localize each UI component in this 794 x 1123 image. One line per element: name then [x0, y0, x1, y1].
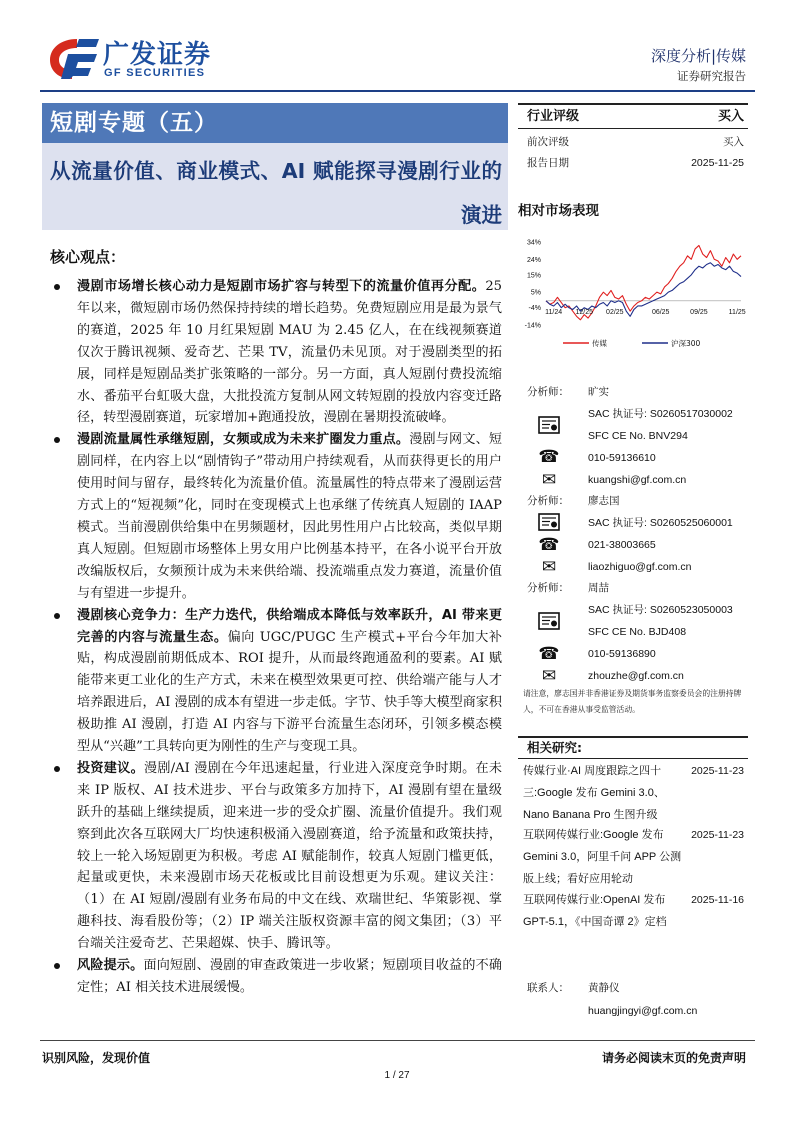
analyst-name: 周喆: [588, 581, 609, 594]
report-kind: 证券研究报告: [677, 69, 746, 83]
analyst-email[interactable]: liaozhiguo@gf.com.cn: [588, 560, 692, 573]
bullet-lead: 漫剧流量属性承继短剧，女频或成为未来扩圈发力重点。: [77, 432, 410, 448]
envelope-icon: ✉: [541, 557, 557, 577]
envelope-icon: ✉: [541, 470, 557, 490]
prev-rating-label: 前次评级: [527, 135, 569, 148]
license-note: 请注意，廖志国并非香港证券及期货事务监察委员会的注册持牌人，不可在香港从事受监管活动。: [523, 689, 742, 714]
analyst-email[interactable]: kuangshi@gf.com.cn: [588, 473, 687, 486]
header-divider: [40, 90, 755, 92]
related-item-date: 2025-11-16: [691, 894, 744, 906]
contact-name: 黄静仪: [588, 981, 620, 994]
related-item-title[interactable]: 传媒行业·AI 周度跟踪之四十三:Google 发布 Gemini 3.0、Nano Banana Pro 生图升级: [523, 765, 665, 821]
footer-disclaimer[interactable]: 请务必阅读末页的免责声明: [601, 1051, 746, 1065]
bullet-item: [77, 276, 502, 429]
rating-rule: [518, 128, 748, 129]
page-title: 从流量价值、商业模式、AI 赋能探寻漫剧行业的演进: [50, 159, 502, 227]
analyst-sac: SAC 执证号: S0260525060001: [588, 516, 733, 529]
rating-top-rule: [518, 103, 748, 105]
analyst-sac: SAC 执证号: S0260517030002: [588, 407, 733, 420]
analyst-name: 旷实: [588, 385, 609, 398]
series-title: 短剧专题（五）: [50, 110, 218, 136]
x-tick-label: 12/25: [575, 309, 594, 316]
relative-performance-chart: [516, 232, 750, 354]
title-box: [42, 103, 508, 230]
y-tick-label: 34%: [526, 239, 541, 247]
phone-icon: ☎: [538, 447, 560, 467]
bullet-dot: [54, 284, 60, 290]
bullet-item: [77, 955, 502, 999]
x-tick-label: 11/24: [545, 309, 563, 316]
bullet-dot: [54, 766, 60, 772]
envelope-icon: ✉: [541, 666, 557, 686]
analyst-sac: SAC 执证号: S0260523050003: [588, 603, 733, 616]
report-date: 2025-11-25: [691, 156, 744, 169]
related-heading: 相关研究:: [527, 740, 582, 755]
y-tick-label: 24%: [526, 256, 541, 264]
certificate-icon: [537, 513, 561, 531]
rating-label: 行业评级: [527, 109, 580, 124]
brand-name-en: GF SECURITIES: [104, 67, 206, 79]
analyst-label: 分析师：: [527, 581, 569, 594]
rating-value: 买入: [717, 109, 744, 124]
analyst-label: 分析师：: [527, 494, 569, 507]
report-date-label: 报告日期: [527, 156, 569, 169]
bullet-lead: 漫剧市场增长核心动力是短剧市场扩容与转型下的流量价值再分配。: [77, 279, 486, 294]
certificate-icon: [537, 612, 561, 630]
related-item-date: 2025-11-23: [691, 765, 744, 777]
prev-rating-value: 买入: [723, 135, 744, 148]
brand-name: 广发证券: [103, 40, 212, 70]
phone-icon: ☎: [538, 535, 560, 555]
bullet-text: 偏向 UGC/PUGC 生产模式+平台今年加大补贴，构成漫剧前期低成本、ROI 提升，从而最终跑通盈利的要素。AI 赋能带来更工业化的生产方式，未来在模型效果更可控、供给端产能与人才培养跟进后，AI 漫剧的成本有望进一步走低。字节、快手等大模型商家积极助推 AI 漫剧，打造 AI 内容与下游平台流量生态闭环，引领多模态模型从“兴趣”工具转向更为刚性的生产与变现工具。: [77, 629, 502, 755]
contact-email[interactable]: huangjingyi@gf.com.cn: [588, 1004, 698, 1017]
bullet-dot: [54, 437, 60, 443]
x-tick-label: 09/25: [690, 309, 708, 316]
bullet-text: 面向短剧、漫剧的审查政策进一步收紧；短剧项目收益的不确定性；AI 相关技术进展缓慢。: [77, 958, 502, 995]
related-item-title[interactable]: 互联网传媒行业:Google 发布 Gemini 3.0，阿里千问 APP 公测版上线；看好应用轮动: [523, 829, 682, 885]
phone-icon: ☎: [538, 644, 560, 664]
report-type: 深度分析|传媒: [650, 47, 746, 65]
certificate-icon: [537, 416, 561, 434]
bullet-item: [77, 429, 502, 604]
related-item-title[interactable]: 互联网传媒行业:OpenAI 发布 GPT-5.1，《中国奇谭 2》定档: [523, 894, 667, 928]
legend-label: 沪深300: [671, 339, 701, 348]
footer-divider: [40, 1040, 755, 1041]
footer-slogan: 识别风险，发现价值: [42, 1051, 151, 1065]
gf-logo-icon: [47, 37, 99, 81]
core-heading: 核心观点：: [50, 248, 126, 266]
analyst-phone: 010-59136610: [588, 451, 656, 464]
analyst-email[interactable]: zhouzhe@gf.com.cn: [588, 669, 684, 682]
analyst-phone: 010-59136890: [588, 647, 656, 660]
y-tick-label: -4%: [528, 305, 541, 313]
analyst-sfc: SFC CE No. BJD408: [588, 625, 687, 638]
bullet-item: [77, 758, 502, 955]
y-tick-label: 15%: [526, 272, 541, 280]
related-rule: [518, 758, 748, 759]
analyst-sfc: SFC CE No. BNV294: [588, 429, 688, 442]
bullet-lead: 漫剧核心竞争力：生产力迭代，供给端成本降低与效率跃升，AI 带来更完善的内容与流量生态。: [77, 607, 502, 645]
bullet-lead: 风险提示。: [77, 958, 144, 974]
x-tick-label: 11/25: [728, 309, 746, 316]
x-tick-label: 02/25: [606, 309, 624, 316]
bullet-text: 25 年以来，微短剧市场仍然保持持续的增长趋势。免费短剧应用是最为景气的赛道，2025 年 10 月红果短剧 MAU 为 2.45 亿人，在在线视频赛道仅次于腾讯视频、爱奇艺、芒果 TV，流量仍未见顶。对于漫剧类型的拓展，同样是短剧品类扩张策略的一部分。另一方面，真人短剧付费投流缩水、番茄平台虹吸大盘，大批投流方复制从网文转短剧的投放内容变迁路径，转型漫剧赛道，玩家增加+跑通投放，漫剧在暑期投流破峰。: [77, 279, 502, 426]
page-number: 1 / 27: [384, 1070, 410, 1081]
bullet-dot: [54, 963, 60, 969]
analyst-name: 廖志国: [588, 494, 620, 507]
market-title: 相对市场表现: [518, 202, 599, 219]
title-band: [42, 103, 508, 143]
x-tick-label: 06/25: [651, 309, 670, 316]
bullet-lead: 投资建议。: [77, 760, 144, 776]
core-bullets: [77, 276, 502, 999]
bullet-item: [77, 605, 502, 758]
related-item-date: 2025-11-23: [691, 829, 744, 841]
legend-label: 传媒: [592, 339, 607, 348]
y-tick-label: 5%: [530, 289, 541, 297]
bullet-dot: [54, 613, 60, 619]
y-tick-label: -14%: [524, 322, 541, 330]
analyst-phone: 021-38003665: [588, 538, 656, 551]
contact-label: 联系人：: [527, 981, 569, 994]
bullet-text: 漫剧/AI 漫剧在今年迅速起量，行业进入深度竞争时期。在未来 IP 版权、AI 技术进步、平台与政策多方加持下，AI 漫剧有望在量级跃升的基础上继续提质，迎来进一步的受众扩圈、流量价值提升。我们观察到此次各互联网大厂均快速积极涌入漫剧赛道，给予流量和政策扶持，较上一轮入场短剧更为积极。考虑 AI 赋能制作，较真人短剧门槛更低，起量或更快，未来漫剧市场天花板或比目前设想更为乐观。建议关注：（1）在 AI 短剧/漫剧有业务布局的中文在线、欢瑞世纪、华策影视、掌趣科技、海看股份等；（2）IP 端关注版权资源丰富的阅文集团；（3）平台端关注爱奇艺、芒果超媒、快手、腾讯等。: [77, 760, 503, 952]
bullet-text: 漫剧与网文、短剧同样，在内容上以“剧情钩子”带动用户持续观看，从而获得更长的用户使用时间与留存，最终转化为流量价值。流量属性的特点带来了漫剧运营方式上的“短视频”化，同时在变现模式上也承继了传统真人短剧的 IAAP 模式。当前漫剧供给集中在男频题材，因此男性用户占比较高，类似早期真人短剧。但短剧市场整体上男女用户比例基本持平，在各小说平台开放改编版权后，女频预计成为未来供给端、投流端重点发力赛道，流量价值与有望进一步提升。: [77, 432, 503, 601]
analyst-label: 分析师：: [527, 385, 569, 398]
